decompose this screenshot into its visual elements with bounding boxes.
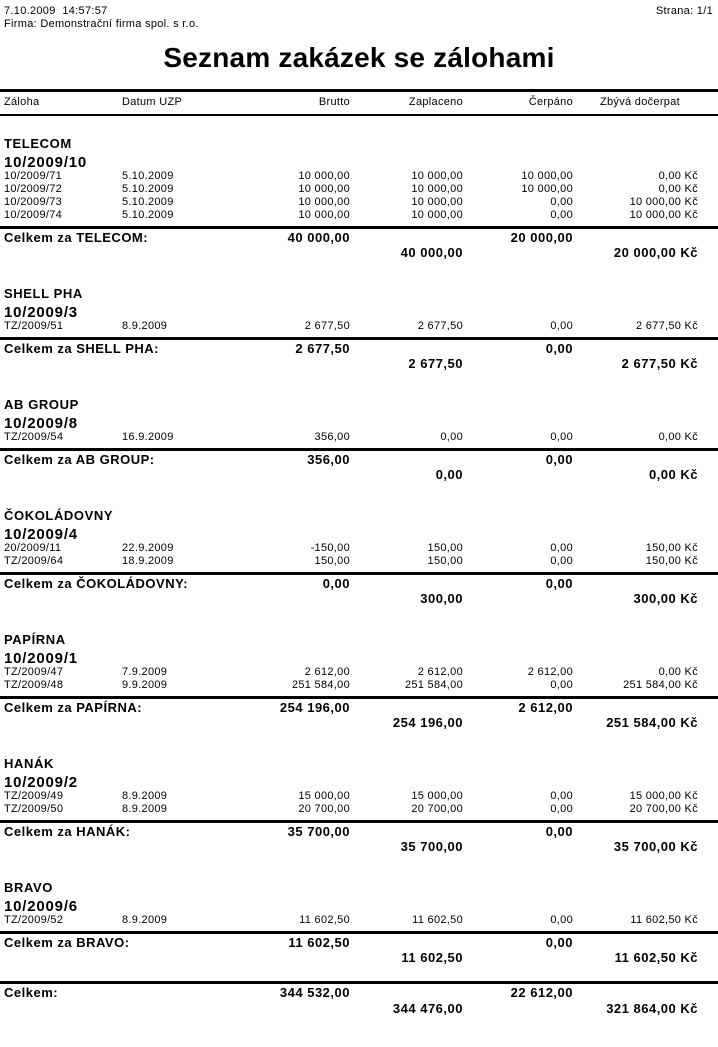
column-header-zaloha: Záloha: [4, 96, 40, 108]
table-row: [0, 431, 718, 444]
grand-total-brutto: 344 532,00: [279, 985, 350, 1000]
cell-zaloha: TZ/2009/51: [4, 320, 64, 332]
cell-zaloha: TZ/2009/50: [4, 803, 64, 815]
group-total-brutto: 40 000,00: [287, 230, 350, 245]
order-number: 10/2009/8: [4, 415, 78, 432]
table-row: [0, 555, 718, 568]
cell-cerpano: 2 612,00: [527, 666, 573, 678]
cell-zaloha: 10/2009/72: [4, 183, 63, 195]
company-line: [0, 18, 718, 31]
cell-zaplaceno: 20 700,00: [411, 803, 463, 815]
grand-total: [0, 981, 718, 1017]
group-total-line2: [0, 245, 718, 260]
cell-zaloha: 10/2009/74: [4, 209, 63, 221]
group-section: [0, 137, 718, 260]
group-total-zbyva: 251 584,00 Kč: [606, 715, 698, 730]
cell-brutto: 10 000,00: [298, 209, 350, 221]
group-total-zaplaceno: 11 602,50: [401, 950, 463, 965]
group-total-zbyva: 300,00 Kč: [633, 591, 698, 606]
group-total-line1: [0, 230, 718, 245]
group-total-label: Celkem za BRAVO:: [4, 935, 130, 950]
group-total-zaplaceno: 2 677,50: [408, 356, 463, 371]
cell-brutto: 10 000,00: [298, 170, 350, 182]
group-total-brutto: 356,00: [307, 452, 350, 467]
cell-cerpano: 10 000,00: [521, 183, 573, 195]
grand-total-line2: [0, 1001, 718, 1017]
cell-brutto: 11 602,50: [299, 914, 350, 926]
cell-zaplaceno: 251 584,00: [404, 679, 463, 691]
cell-zbyva-docerpat: 0,00 Kč: [658, 666, 698, 678]
cell-brutto: 10 000,00: [298, 183, 350, 195]
group-total-brutto: 35 700,00: [287, 824, 350, 839]
cell-cerpano: 0,00: [550, 555, 573, 567]
order-number: 10/2009/2: [4, 774, 78, 791]
cell-zaplaceno: 150,00: [427, 542, 463, 554]
cell-datum-uzp: 18.9.2009: [122, 555, 174, 567]
group-section: [0, 287, 718, 371]
cell-zaplaceno: 10 000,00: [411, 183, 463, 195]
cell-cerpano: 0,00: [550, 196, 573, 208]
group-total-cerpano: 0,00: [545, 824, 573, 839]
cell-cerpano: 0,00: [550, 790, 573, 802]
cell-datum-uzp: 5.10.2009: [122, 209, 174, 221]
cell-zaplaceno: 11 602,50: [412, 914, 463, 926]
cell-zbyva-docerpat: 10 000,00 Kč: [629, 196, 698, 208]
cell-cerpano: 10 000,00: [521, 170, 573, 182]
table-row: [0, 803, 718, 816]
group-total-zaplaceno: 0,00: [435, 467, 463, 482]
table-row: [0, 320, 718, 333]
cell-datum-uzp: 5.10.2009: [122, 196, 174, 208]
group-total-line2: [0, 467, 718, 482]
report-meta-line: [0, 5, 718, 18]
group-total-brutto: 2 677,50: [295, 341, 350, 356]
group-total-label: Celkem za ČOKOLÁDOVNY:: [4, 576, 189, 591]
group-total-cerpano: 0,00: [545, 341, 573, 356]
cell-brutto: 150,00: [314, 555, 350, 567]
group-total-zaplaceno: 35 700,00: [400, 839, 463, 854]
cell-zaplaceno: 2 677,50: [417, 320, 463, 332]
cell-datum-uzp: 5.10.2009: [122, 183, 174, 195]
group-total-label: Celkem za AB GROUP:: [4, 452, 155, 467]
column-header-zaplaceno: Zaplaceno: [408, 96, 463, 108]
group-total-zaplaceno: 300,00: [420, 591, 463, 606]
cell-datum-uzp: 8.9.2009: [122, 320, 168, 332]
cell-datum-uzp: 8.9.2009: [122, 803, 168, 815]
order-number: 10/2009/3: [4, 304, 78, 321]
group-total-label: Celkem za HANÁK:: [4, 824, 131, 839]
cell-zbyva-docerpat: 251 584,00 Kč: [623, 679, 698, 691]
cell-zaplaceno: 150,00: [427, 555, 463, 567]
order-number: 10/2009/4: [4, 526, 78, 543]
group-total: [0, 931, 718, 965]
group-section: [0, 509, 718, 606]
grand-total-label: Celkem:: [4, 985, 59, 1000]
cell-brutto: 20 700,00: [298, 803, 350, 815]
group-name: TELECOM: [4, 136, 72, 151]
group-total-line1: [0, 824, 718, 839]
table-row: [0, 209, 718, 222]
group-total-line2: [0, 839, 718, 854]
report-title: Seznam zakázek se zálohami: [163, 42, 555, 73]
group-total: [0, 572, 718, 606]
table-row: [0, 790, 718, 803]
cell-brutto: 2 677,50: [304, 320, 350, 332]
cell-brutto: 15 000,00: [298, 790, 350, 802]
group-name: BRAVO: [4, 880, 53, 895]
group-total-zaplaceno: 40 000,00: [400, 245, 463, 260]
group-total-cerpano: 2 612,00: [518, 700, 573, 715]
page-number: Strana: 1/1: [655, 5, 713, 17]
grand-total-line1: [0, 985, 718, 1001]
cell-zaloha: TZ/2009/64: [4, 555, 64, 567]
company-name: Firma: Demonstrační firma spol. s r.o.: [4, 18, 199, 30]
group-total-line2: [0, 950, 718, 965]
group-total: [0, 226, 718, 260]
cell-datum-uzp: 16.9.2009: [122, 431, 174, 443]
cell-brutto: 2 612,00: [304, 666, 350, 678]
group-total-cerpano: 20 000,00: [510, 230, 573, 245]
cell-datum-uzp: 8.9.2009: [122, 790, 168, 802]
group-total-cerpano: 0,00: [545, 576, 573, 591]
report-groups: [0, 137, 718, 965]
cell-zaplaceno: 10 000,00: [411, 196, 463, 208]
group-total-line2: [0, 356, 718, 371]
cell-zaloha: TZ/2009/47: [4, 666, 64, 678]
cell-zbyva-docerpat: 0,00 Kč: [658, 183, 698, 195]
grand-total-cerpano: 22 612,00: [510, 985, 573, 1000]
group-section: [0, 757, 718, 854]
table-header: [0, 89, 718, 116]
table-row: [0, 914, 718, 927]
table-row: [0, 679, 718, 692]
cell-zbyva-docerpat: 15 000,00 Kč: [629, 790, 698, 802]
group-total-zbyva: 0,00 Kč: [648, 467, 698, 482]
table-row: [0, 666, 718, 679]
table-row: [0, 183, 718, 196]
cell-cerpano: 0,00: [550, 914, 573, 926]
cell-datum-uzp: 9.9.2009: [122, 679, 168, 691]
group-total: [0, 820, 718, 854]
cell-zaplaceno: 2 612,00: [417, 666, 463, 678]
cell-datum-uzp: 22.9.2009: [122, 542, 174, 554]
cell-cerpano: 0,00: [550, 431, 573, 443]
group-total-brutto: 0,00: [322, 576, 350, 591]
cell-brutto: 251 584,00: [291, 679, 350, 691]
column-header-cerpano: Čerpáno: [528, 96, 573, 108]
cell-zaloha: 20/2009/11: [4, 542, 62, 554]
cell-brutto: 10 000,00: [298, 196, 350, 208]
cell-datum-uzp: 7.9.2009: [122, 666, 168, 678]
group-total-line1: [0, 935, 718, 950]
table-row: [0, 196, 718, 209]
group-total-cerpano: 0,00: [545, 452, 573, 467]
group-name: PAPÍRNA: [4, 632, 66, 647]
group-section: [0, 398, 718, 482]
order-number: 10/2009/1: [4, 650, 78, 667]
group-total-zaplaceno: 254 196,00: [392, 715, 463, 730]
group-total-line1: [0, 576, 718, 591]
group-total-line1: [0, 341, 718, 356]
group-name: SHELL PHA: [4, 286, 83, 301]
group-total-zbyva: 11 602,50 Kč: [614, 950, 698, 965]
cell-zbyva-docerpat: 0,00 Kč: [658, 431, 698, 443]
cell-zaplaceno: 15 000,00: [411, 790, 463, 802]
cell-zaloha: TZ/2009/52: [4, 914, 64, 926]
group-section: [0, 633, 718, 730]
cell-zaloha: TZ/2009/48: [4, 679, 64, 691]
group-total-zbyva: 35 700,00 Kč: [613, 839, 698, 854]
cell-cerpano: 0,00: [550, 209, 573, 221]
group-total-line2: [0, 591, 718, 606]
cell-datum-uzp: 8.9.2009: [122, 914, 168, 926]
group-total-label: Celkem za PAPÍRNA:: [4, 700, 143, 715]
group-total-zbyva: 20 000,00 Kč: [613, 245, 698, 260]
report-datetime: 7.10.2009 14:57:57: [4, 5, 108, 17]
cell-zbyva-docerpat: 10 000,00 Kč: [629, 209, 698, 221]
cell-zaloha: TZ/2009/49: [4, 790, 64, 802]
cell-cerpano: 0,00: [550, 320, 573, 332]
group-total-line1: [0, 700, 718, 715]
cell-zbyva-docerpat: 2 677,50 Kč: [635, 320, 698, 332]
cell-datum-uzp: 5.10.2009: [122, 170, 174, 182]
group-total: [0, 448, 718, 482]
cell-zbyva-docerpat: 20 700,00 Kč: [629, 803, 698, 815]
group-total-zbyva: 2 677,50 Kč: [621, 356, 698, 371]
cell-zbyva-docerpat: 150,00 Kč: [645, 542, 698, 554]
column-header-brutto: Brutto: [318, 96, 350, 108]
group-name: AB GROUP: [4, 397, 79, 412]
table-row: [0, 170, 718, 183]
cell-zaloha: 10/2009/71: [4, 170, 63, 182]
group-total-label: Celkem za TELECOM:: [4, 230, 149, 245]
cell-zaloha: 10/2009/73: [4, 196, 63, 208]
grand-total-zbyva: 321 864,00 Kč: [606, 1001, 698, 1016]
group-total-brutto: 11 602,50: [288, 935, 350, 950]
cell-cerpano: 0,00: [550, 803, 573, 815]
cell-zaplaceno: 0,00: [440, 431, 463, 443]
cell-zbyva-docerpat: 0,00 Kč: [658, 170, 698, 182]
cell-zbyva-docerpat: 11 602,50 Kč: [630, 914, 698, 926]
group-total-label: Celkem za SHELL PHA:: [4, 341, 159, 356]
cell-zaplaceno: 10 000,00: [411, 209, 463, 221]
order-number: 10/2009/6: [4, 898, 78, 915]
group-total: [0, 337, 718, 371]
grand-total-zaplaceno: 344 476,00: [392, 1001, 463, 1016]
group-total-brutto: 254 196,00: [279, 700, 350, 715]
order-number: 10/2009/10: [4, 154, 88, 171]
cell-brutto: -150,00: [310, 542, 350, 554]
table-row: [0, 542, 718, 555]
cell-zaplaceno: 10 000,00: [411, 170, 463, 182]
group-total: [0, 696, 718, 730]
group-section: [0, 881, 718, 965]
group-total-line1: [0, 452, 718, 467]
group-total-cerpano: 0,00: [545, 935, 573, 950]
cell-cerpano: 0,00: [550, 542, 573, 554]
group-name: ČOKOLÁDOVNY: [4, 508, 114, 523]
group-name: HANÁK: [4, 756, 54, 771]
cell-cerpano: 0,00: [550, 679, 573, 691]
column-header-zbyva-docerpat: Zbývá dočerpat: [599, 96, 680, 108]
cell-zaloha: TZ/2009/54: [4, 431, 64, 443]
column-header-datum-uzp: Datum UZP: [122, 96, 183, 108]
cell-zbyva-docerpat: 150,00 Kč: [645, 555, 698, 567]
cell-brutto: 356,00: [314, 431, 350, 443]
group-total-line2: [0, 715, 718, 730]
